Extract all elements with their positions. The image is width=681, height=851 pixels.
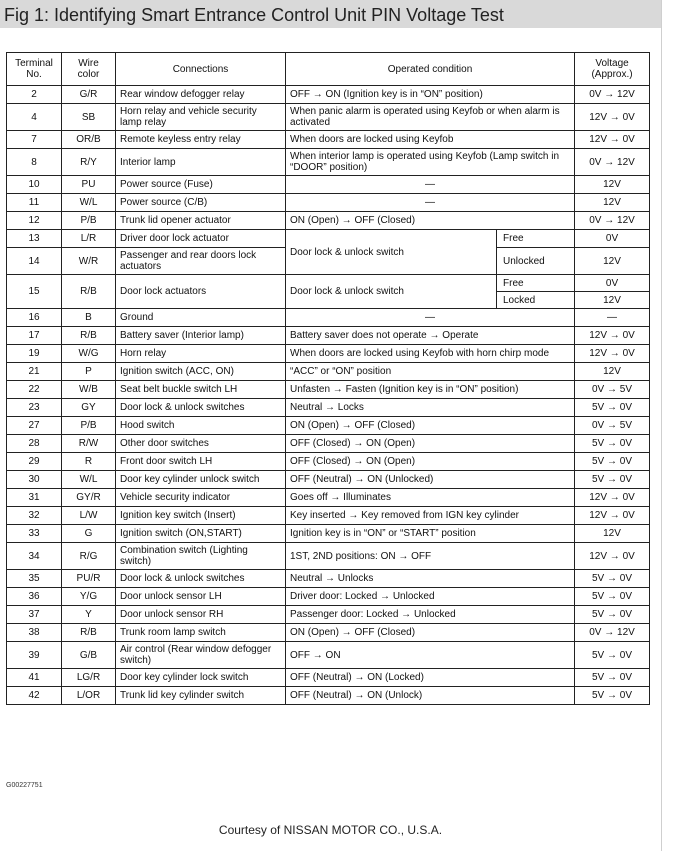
table-row [7,570,650,588]
terminal-no: 29 [7,453,62,471]
connection: Combination switch (Lighting switch) [116,543,286,570]
voltage: 5V → 0V [575,399,650,417]
voltage: 12V → 0V [575,543,650,570]
connection: Door lock actuators [116,275,286,309]
voltage: 5V → 0V [575,588,650,606]
connection: Hood switch [116,417,286,435]
operated-condition: When doors are locked using Keyfob with horn chirp mode [286,345,575,363]
table-row [7,525,650,543]
header-terminal: Terminal No. [7,53,62,86]
terminal-no: 16 [7,309,62,327]
wire-color: OR/B [62,131,116,149]
terminal-no: 4 [7,104,62,131]
voltage: 12V → 0V [575,489,650,507]
table-row [7,275,650,292]
voltage: 0V → 12V [575,212,650,230]
operated-condition: — [286,309,575,327]
operated-condition: Unfasten → Fasten (Ignition key is in “ON” position) [286,381,575,399]
connection: Ignition key switch (Insert) [116,507,286,525]
terminal-no: 14 [7,248,62,275]
connection: Door lock & unlock switches [116,399,286,417]
table-row [7,507,650,525]
table-row [7,104,650,131]
terminal-no: 30 [7,471,62,489]
connection: Trunk room lamp switch [116,624,286,642]
connection: Power source (C/B) [116,194,286,212]
operated-condition: OFF (Neutral) → ON (Locked) [286,669,575,687]
sub-condition: Free [497,230,575,248]
wire-color: LG/R [62,669,116,687]
wire-color: W/R [62,248,116,275]
table-row [7,399,650,417]
operated-condition: When doors are locked using Keyfob [286,131,575,149]
voltage: 12V → 0V [575,327,650,345]
operated-condition: — [286,194,575,212]
header-connections: Connections [116,53,286,86]
terminal-no: 17 [7,327,62,345]
voltage: 0V → 12V [575,86,650,104]
voltage: 5V → 0V [575,642,650,669]
operated-condition: Ignition key is in “ON” or “START” position [286,525,575,543]
table-row [7,381,650,399]
table-row [7,624,650,642]
wire-color: P/B [62,417,116,435]
voltage: 12V [575,248,650,275]
pin-voltage-table [6,52,650,705]
table-row [7,230,650,248]
table-row [7,471,650,489]
terminal-no: 38 [7,624,62,642]
terminal-no: 32 [7,507,62,525]
operated-condition: Goes off → Illuminates [286,489,575,507]
wire-color: Y/G [62,588,116,606]
connection: Vehicle security indicator [116,489,286,507]
table-row [7,309,650,327]
table-row [7,687,650,705]
operated-condition: Passenger door: Locked → Unlocked [286,606,575,624]
voltage: 5V → 0V [575,687,650,705]
connection: Horn relay [116,345,286,363]
voltage: 12V [575,176,650,194]
table-row [7,327,650,345]
operated-condition: When panic alarm is operated using Keyfob or when alarm is activated [286,104,575,131]
terminal-no: 2 [7,86,62,104]
wire-color: PU/R [62,570,116,588]
wire-color: R/B [62,624,116,642]
wire-color: GY/R [62,489,116,507]
connection: Trunk lid opener actuator [116,212,286,230]
terminal-no: 23 [7,399,62,417]
terminal-no: 19 [7,345,62,363]
voltage: 12V → 0V [575,131,650,149]
voltage: 12V [575,194,650,212]
terminal-no: 7 [7,131,62,149]
table-row [7,194,650,212]
wire-color: R/Y [62,149,116,176]
terminal-no: 39 [7,642,62,669]
table-row [7,453,650,471]
wire-color: R/B [62,327,116,345]
wire-color: W/L [62,471,116,489]
connection: Door key cylinder lock switch [116,669,286,687]
terminal-no: 15 [7,275,62,309]
operated-condition: ON (Open) → OFF (Closed) [286,624,575,642]
terminal-no: 36 [7,588,62,606]
table-row [7,543,650,570]
figure-title: Fig 1: Identifying Smart Entrance Control Unit PIN Voltage Test [0,0,661,28]
voltage: 12V [575,363,650,381]
connection: Door unlock sensor LH [116,588,286,606]
figure-code: G00227751 [6,782,43,789]
connection: Ground [116,309,286,327]
table-row [7,669,650,687]
connection: Door lock & unlock switches [116,570,286,588]
connection: Trunk lid key cylinder switch [116,687,286,705]
table-row [7,149,650,176]
sub-condition: Unlocked [497,248,575,275]
wire-color: W/L [62,194,116,212]
wire-color: W/B [62,381,116,399]
table-row [7,212,650,230]
wire-color: P/B [62,212,116,230]
wire-color: B [62,309,116,327]
wire-color: L/W [62,507,116,525]
operated-condition: ON (Open) → OFF (Closed) [286,417,575,435]
wire-color: GY [62,399,116,417]
terminal-no: 13 [7,230,62,248]
connection: Rear window defogger relay [116,86,286,104]
connection: Door unlock sensor RH [116,606,286,624]
terminal-no: 35 [7,570,62,588]
sub-condition: Locked [497,292,575,309]
operated-condition: Driver door: Locked → Unlocked [286,588,575,606]
table-row [7,417,650,435]
operated-condition: 1ST, 2ND positions: ON → OFF [286,543,575,570]
header-voltage: Voltage (Approx.) [575,53,650,86]
connection: Battery saver (Interior lamp) [116,327,286,345]
voltage: 5V → 0V [575,669,650,687]
connection: Air control (Rear window defogger switch) [116,642,286,669]
voltage: 0V → 5V [575,417,650,435]
voltage: 0V → 12V [575,149,650,176]
operated-condition: OFF (Closed) → ON (Open) [286,453,575,471]
terminal-no: 8 [7,149,62,176]
connection: Horn relay and vehicle security lamp relay [116,104,286,131]
sub-condition: Free [497,275,575,292]
operated-condition: ON (Open) → OFF (Closed) [286,212,575,230]
operated-condition: Battery saver does not operate → Operate [286,327,575,345]
voltage: 0V → 12V [575,624,650,642]
wire-color: R/W [62,435,116,453]
voltage: 5V → 0V [575,435,650,453]
voltage: 0V → 5V [575,381,650,399]
connection: Front door switch LH [116,453,286,471]
voltage: 5V → 0V [575,570,650,588]
voltage: — [575,309,650,327]
operated-condition: Door lock & unlock switch [286,275,497,309]
table-row [7,363,650,381]
table-row [7,345,650,363]
connection: Passenger and rear doors lock actuators [116,248,286,275]
voltage: 12V [575,525,650,543]
terminal-no: 34 [7,543,62,570]
connection: Interior lamp [116,149,286,176]
wire-color: G/R [62,86,116,104]
operated-condition: Neutral → Unlocks [286,570,575,588]
connection: Other door switches [116,435,286,453]
table-header-row [7,53,650,86]
connection: Driver door lock actuator [116,230,286,248]
operated-condition: “ACC” or “ON” position [286,363,575,381]
connection: Power source (Fuse) [116,176,286,194]
operated-condition: When interior lamp is operated using Keyfob (Lamp switch in “DOOR” position) [286,149,575,176]
operated-condition: — [286,176,575,194]
terminal-no: 12 [7,212,62,230]
wire-color: R/G [62,543,116,570]
table-row [7,131,650,149]
terminal-no: 37 [7,606,62,624]
operated-condition: Key inserted → Key removed from IGN key cylinder [286,507,575,525]
operated-condition: Neutral → Locks [286,399,575,417]
header-operated-condition: Operated condition [286,53,575,86]
voltage: 12V [575,292,650,309]
connection: Seat belt buckle switch LH [116,381,286,399]
table-row [7,642,650,669]
wire-color: W/G [62,345,116,363]
wire-color: SB [62,104,116,131]
terminal-no: 41 [7,669,62,687]
voltage: 0V [575,230,650,248]
terminal-no: 11 [7,194,62,212]
courtesy-credit: Courtesy of NISSAN MOTOR CO., U.S.A. [218,823,443,837]
wire-color: PU [62,176,116,194]
wire-color: L/OR [62,687,116,705]
connection: Ignition switch (ON,START) [116,525,286,543]
terminal-no: 33 [7,525,62,543]
operated-condition: OFF → ON [286,642,575,669]
table-row [7,176,650,194]
voltage: 12V → 0V [575,345,650,363]
table-row [7,588,650,606]
terminal-no: 28 [7,435,62,453]
wire-color: G [62,525,116,543]
table-body [7,86,650,705]
terminal-no: 31 [7,489,62,507]
operated-condition: Door lock & unlock switch [286,230,497,275]
wire-color: G/B [62,642,116,669]
table-row [7,489,650,507]
connection: Door key cylinder unlock switch [116,471,286,489]
wire-color: R/B [62,275,116,309]
voltage: 5V → 0V [575,453,650,471]
voltage: 12V → 0V [575,507,650,525]
header-wire-color: Wire color [62,53,116,86]
terminal-no: 42 [7,687,62,705]
connection: Ignition switch (ACC, ON) [116,363,286,381]
voltage: 0V [575,275,650,292]
table-row [7,606,650,624]
terminal-no: 21 [7,363,62,381]
table-row [7,86,650,104]
operated-condition: OFF → ON (Ignition key is in “ON” position) [286,86,575,104]
table-row [7,435,650,453]
operated-condition: OFF (Closed) → ON (Open) [286,435,575,453]
wire-color: P [62,363,116,381]
voltage: 5V → 0V [575,471,650,489]
terminal-no: 27 [7,417,62,435]
operated-condition: OFF (Neutral) → ON (Unlock) [286,687,575,705]
voltage: 5V → 0V [575,606,650,624]
terminal-no: 10 [7,176,62,194]
operated-condition: OFF (Neutral) → ON (Unlocked) [286,471,575,489]
terminal-no: 22 [7,381,62,399]
connection: Remote keyless entry relay [116,131,286,149]
wire-color: R [62,453,116,471]
voltage: 12V → 0V [575,104,650,131]
wire-color: Y [62,606,116,624]
wire-color: L/R [62,230,116,248]
